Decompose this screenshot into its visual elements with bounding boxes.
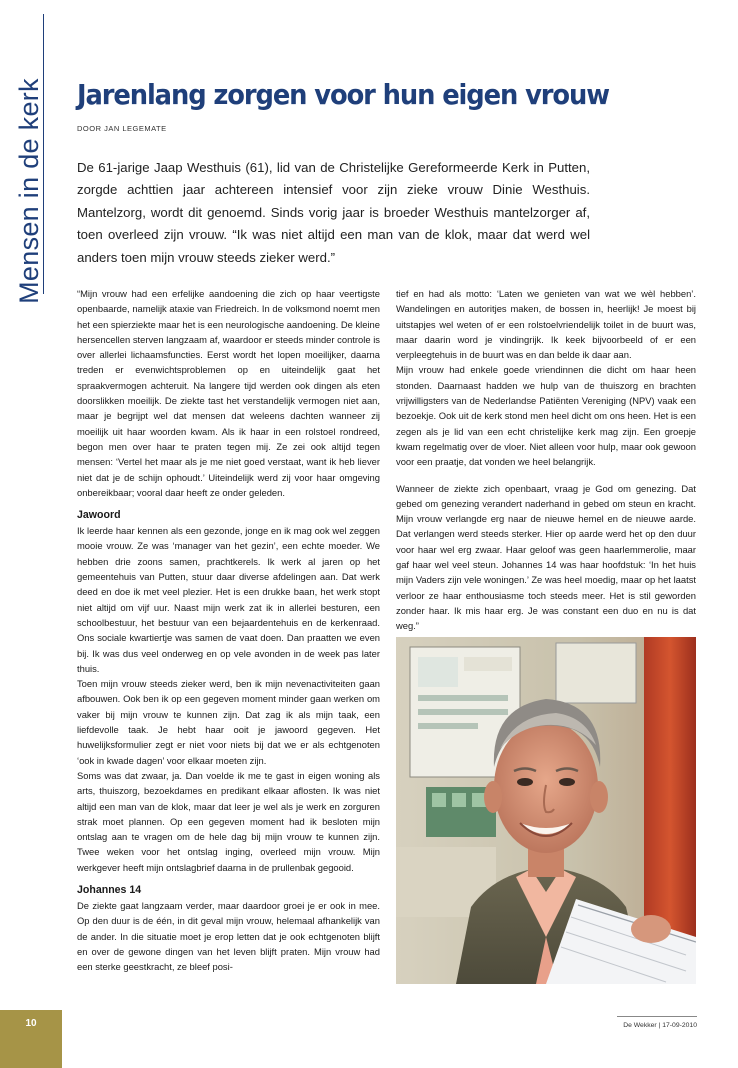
left-column — [77, 286, 380, 974]
portrait-illustration — [396, 637, 696, 984]
paragraph: Ik leerde haar kennen als een gezonde, jonge en ik mag ook wel zeggen mooie vrouw. Ze was ‘manager van het gezin’, een echte moeder. We hebben drie zoons samen, prachtkerels. Ik werk al jaren op het gemeentehuis van Putten, stuur daar diverse afdelingen aan. Dat werk deed en doe ik met veel plezier. Het is een drukke baan, het werk stopt niet altijd om vijf uur. Naast mijn werk zat ik in allerlei besturen, een schoolbestuur, het bestuur van een bejaardentehuis en de kerkenraad. Ons sociale kwartiertje was samen de vaat doen. Dan praatten we even bij. Ik was dus veel onderweg en op vele avonden in de week pas later thuis. — [77, 525, 380, 674]
paragraph: Toen mijn vrouw steeds zieker werd, ben ik mijn nevenactiviteiten gaan afbouwen. Ook ben ik op een gegeven moment minder gaan werken om vaker bij mijn vrouw te kunnen zijn. Dat zag ik als mijn taak, een liefdevolle taak. Je hebt haar ooit je jawoord gegeven. Het huwelijksformulier zegt er niet voor niets bij dat we er als echtgenoten ‘ook in kwade dagen’ voor elkaar moeten zijn. — [77, 678, 380, 766]
paragraph: “Mijn vrouw had een erfelijke aandoening die zich op haar veertigste openbaarde, namelijk ataxie van Friedreich. In de volksmond noemt men het een spierziekte maar het is een neurologische aandoening. De kleine hersencellen sterven langzaam af, waardoor er steeds minder controle is over allerlei lichaamsfuncties. Eerst wordt het lopen moeilijker, daarna treden er evenwichtsproblemen op en uiteindelijk gaat het spraakvermogen achteruit. Na langere tijd werden ook dingen als eten doorslikken moeilijk. De ziekte tast het verstandelijk vermogen niet aan, maar je begrijpt wel dat mensen dat weleens dachten wanneer zij moeilijk uit haar woorden kwam. Als ik haar in een rolstoel rondreed, begon men over haar te praten tegen mij. Ze zei ook altijd tegen mensen: ‘Vertel het maar als je me niet goed verstaat, want ik heb liever niet dat je de schijn ophoudt.’ Uiteindelijk werd zij voor haar omgeving onbereikbaar; vooral daar heeft ze onder geleden. — [77, 288, 380, 498]
paragraph: Soms was dat zwaar, ja. Dan voelde ik me te gast in eigen woning als arts, thuiszorg, bezoekdames en predikant elkaar aflosten. Ik was niet altijd een man van de klok, maar dat leer je wel als je werk en zorguren strak moet plannen. Op een gegeven moment had ik besloten mijn ontslag aan te vragen om de hele dag bij mijn vrouw te kunnen zijn. Twee weken voor het ontslag inging, overleed mijn vrouw. Mijn werkgever heeft mijn ontslagbrief daarna in de prullenbak gegooid. — [77, 769, 380, 873]
paragraph: Wanneer de ziekte zich openbaart, vraag je God om genezing. Dat gebed om genezing verandert naderhand in gebed om steun en kracht. Mijn vrouw verlangde erg naar de nieuwe hemel en de nieuwe aarde. Dat verlangen werd steeds sterker. Hier op aarde werd het op den duur voor haar wel erg zwaar. Haar geloof was geen haarlemmerolie, maar gaf haar wel veel steun. Johannes 14 was haar hoofdstuk: ‘In het huis mijn Vaders zijn vele woningen.’ Ze was heel moedig, maar op het laatst verloor ze haar enthousiasme toch steeds meer. Het is stil geworden zonder haar. Ik mis haar erg. Je was constant een duo en nu is dat weg.” — [396, 482, 696, 632]
portrait-photo — [396, 637, 696, 984]
article-title: Jarenlang zorgen voor hun eigen vrouw — [77, 78, 609, 111]
paragraph: tief en had als motto: ‘Laten we genieten van wat we wèl hebben’. Wandelingen en autoritjes maken, de bossen in, heerlijk! Je moest bij uitstapjes wel weten of er een rolstoelvriendelijk toilet in de buurt was, maar daarin word je vindingrijk. Ik keek bijvoorbeeld of er een verpleegtehuis in de buurt was en dan belde ik daar aan. — [396, 288, 696, 361]
paragraph: De ziekte gaat langzaam verder, maar daardoor groei je er ook in mee. Op den duur is de één, in dit geval mijn vrouw, helemaal afhankelijk van de ander. In die situatie moet je erop letten dat je ook echtgenoten blijft en over de gewone dingen van het leven blijft praten. Mijn vrouw had een sterke geestkracht, ze bleef posi- — [77, 899, 380, 973]
paragraph: Mijn vrouw had enkele goede vriendinnen die dicht om haar heen stonden. Daarnaast hadden we hulp van de thuiszorg en brachten vrijwilligsters van de Nederlandse Patiënten Vereniging (NPV) vaak een bezoekje. Ook uit de kerk stond men heel dicht om ons heen. Het is een zegen als je lid van een echt christelijke kerk mag zijn. Een groepje kwam regelmatig over de vloer. Niet alleen voor hulp, maar ook gewoon voor een praatje, dat vonden we heel belangrijk. — [396, 364, 696, 468]
intro-paragraph: De 61-jarige Jaap Westhuis (61), lid van de Christelijke Gereformeerde Kerk in Putten, zorgde achttien jaar achtereen intensief voor zijn zieke vrouw Dinie Westhuis. Mantelzorg, wordt dit genoemd. Sinds vorig jaar is broeder Westhuis mantelzorger af, toen overleed zijn vrouw. “Ik was niet altijd een man van de klok, maar dat werd wel anders toen mijn vrouw steeds zieker werd.” — [77, 160, 590, 265]
publication-footer: De Wekker | 17-09-2010 — [623, 1022, 697, 1029]
page-number: 10 — [25, 1018, 37, 1029]
right-column — [396, 286, 696, 634]
byline: DOOR JAN LEGEMATE — [77, 124, 167, 133]
footer-rule — [617, 1016, 697, 1017]
subheading-johannes: Johannes 14 — [77, 883, 142, 896]
section-label: Mensen in de kerk — [14, 78, 44, 304]
page-number-tab — [0, 1010, 62, 1068]
subheading-jawoord: Jawoord — [77, 509, 121, 522]
